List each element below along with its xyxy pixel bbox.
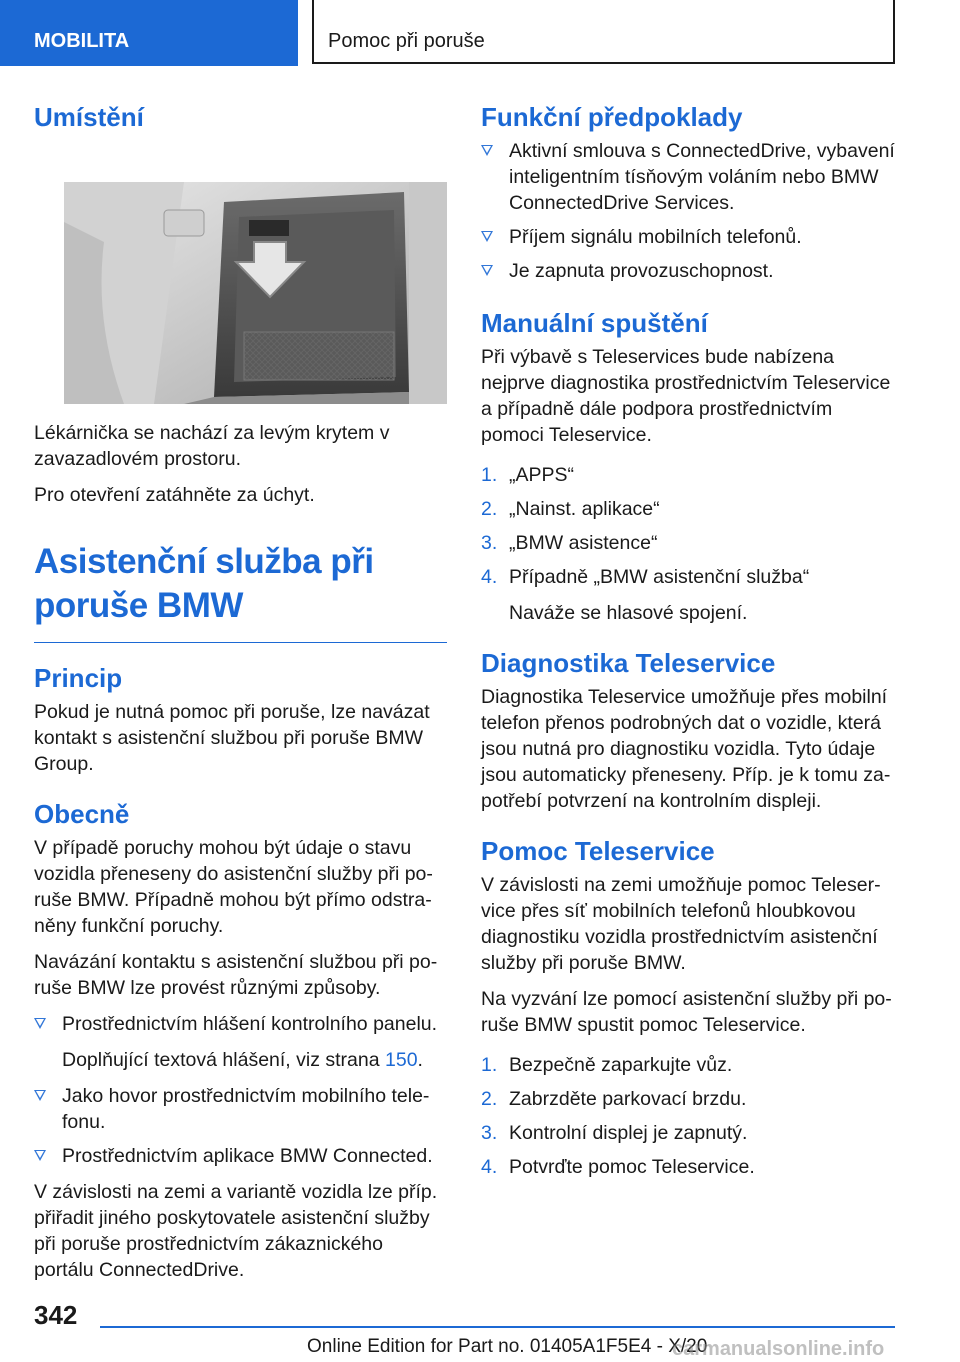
list-item: Prostřednictvím hlášení kontrolního panelu. bbox=[34, 1011, 447, 1037]
help-text-2: Na vyzvání lze pomocí asistenční služby při poruše BMW spustit pomoc Teleservice. bbox=[481, 988, 892, 1036]
triangle-bullet-icon bbox=[34, 1090, 46, 1101]
list-item: 3. Kontrolní displej je zapnutý. bbox=[481, 1122, 748, 1144]
list-item: 1. Bezpečně zaparkujte vůz. bbox=[481, 1054, 733, 1076]
location-text-1: Lékárnička se nachází za levým krytem v zavazadlovém prostoru. bbox=[34, 422, 390, 470]
contact-methods-list bbox=[34, 1011, 447, 1037]
watermark: carmanualsonline.info bbox=[672, 1338, 885, 1360]
list-item: Aktivní smlouva s ConnectedDrive, vybavení inteligentním tísňovým voláním nebo BMW ConnectedDrive Services. bbox=[481, 138, 895, 216]
list-item: Příjem signálu mobilních telefonů. bbox=[481, 224, 895, 250]
manual-sub-text: Naváže se hlasové spojení. bbox=[509, 602, 748, 624]
list-item: 2. Zabrzděte parkovací brzdu. bbox=[481, 1088, 747, 1110]
manual-start-text: Při výbavě s Teleservices bude nabízena nejprve diagnostika prostřednictvím Teleservice a případně dále podpora prostřednictvím pomoci Teleservice. bbox=[481, 346, 891, 446]
right-column bbox=[481, 100, 895, 1190]
list-item: Je zapnuta provozuschopnost. bbox=[481, 258, 895, 284]
list-item: 4. Případně „BMW asistenční služba“ bbox=[481, 566, 810, 588]
requirements-heading: Funkční předpoklady bbox=[481, 102, 743, 132]
list-item: 1. „APPS“ bbox=[481, 464, 575, 486]
general-text-3: V závislosti na zemi a variantě vozidla lze příp. přiřadit jiného poskytovatele asistenční služby při poruše prostřednictvím zákaznického portálu ConnectedDrive. bbox=[34, 1181, 438, 1281]
location-heading: Umístění bbox=[34, 102, 144, 132]
diagnostics-heading: Diagnostika Teleservice bbox=[481, 648, 776, 678]
list-sub-text: Doplňující textová hlášení, viz strana 150. bbox=[62, 1049, 423, 1071]
requirements-list bbox=[481, 138, 895, 284]
list-item: Jako hovor prostřednictvím mobilního telefonu. bbox=[34, 1083, 447, 1135]
service-title-line-2: poruše BMW bbox=[34, 586, 243, 625]
manual-steps-list bbox=[481, 462, 895, 590]
footer-divider bbox=[100, 1326, 895, 1328]
service-title-line-1: Asistenční služba při bbox=[34, 542, 374, 581]
principle-text: Pokud je nutná pomoc při poruše, lze navázat kontakt s asistenční službou při poruše BMW Group. bbox=[34, 701, 430, 775]
page-link[interactable]: 150 bbox=[385, 1049, 418, 1071]
general-text-1: V případě poruchy mohou být údaje o stavu vozidla přeneseny do asistenční služby při poruše BMW. Případně mohou být přímo odstraněny funkční poruchy. bbox=[34, 837, 433, 937]
diagnostics-text: Diagnostika Teleservice umožňuje přes mobilní telefon přenos podrobných dat o vozidle, která jsou nutná pro diagnostiku vozidla. Tyto údaje jsou automaticky přeneseny. Příp. je k tomu zapotřebí potvrzení na kontrolním displeji. bbox=[481, 686, 891, 812]
list-item: 4. Potvrďte pomoc Teleservice. bbox=[481, 1156, 755, 1178]
section-tab: MOBILITA bbox=[0, 0, 298, 66]
triangle-bullet-icon bbox=[481, 265, 493, 276]
help-steps-list bbox=[481, 1052, 895, 1180]
list-item: Prostřednictvím aplikace BMW Connected. bbox=[34, 1143, 447, 1169]
triangle-bullet-icon bbox=[481, 145, 493, 156]
triangle-bullet-icon bbox=[481, 231, 493, 242]
list-item: 2. „Nainst. aplikace“ bbox=[481, 498, 660, 520]
general-text-2: Navázání kontaktu s asistenční službou při poruše BMW lze provést různými způsoby. bbox=[34, 951, 438, 999]
general-heading: Obecně bbox=[34, 799, 130, 829]
triangle-bullet-icon bbox=[34, 1150, 46, 1161]
triangle-bullet-icon bbox=[34, 1018, 46, 1029]
location-text-2: Pro otevření zatáhněte za úchyt. bbox=[34, 484, 315, 506]
first-aid-kit-photo bbox=[64, 182, 447, 404]
list-item: 3. „BMW asistence“ bbox=[481, 532, 658, 554]
manual-start-heading: Manuální spuštění bbox=[481, 308, 708, 338]
page-number: 342 bbox=[34, 1300, 78, 1330]
chapter-title: Pomoc při poruše bbox=[312, 0, 895, 64]
contact-methods-list-cont bbox=[34, 1083, 447, 1169]
left-column bbox=[34, 100, 447, 1293]
help-heading: Pomoc Teleservice bbox=[481, 836, 715, 866]
title-divider bbox=[34, 642, 447, 643]
help-text-1: V závislosti na zemi umožňuje pomoc Teleservice přes síť mobilních telefonů hloubkovou diagnostiku vozidla prostřednictvím asistenční služby při poruše BMW. bbox=[481, 874, 881, 974]
principle-heading: Princip bbox=[34, 663, 123, 693]
edition-text: Online Edition for Part no. 01405A1F5E4 - X/20 bbox=[307, 1336, 708, 1357]
